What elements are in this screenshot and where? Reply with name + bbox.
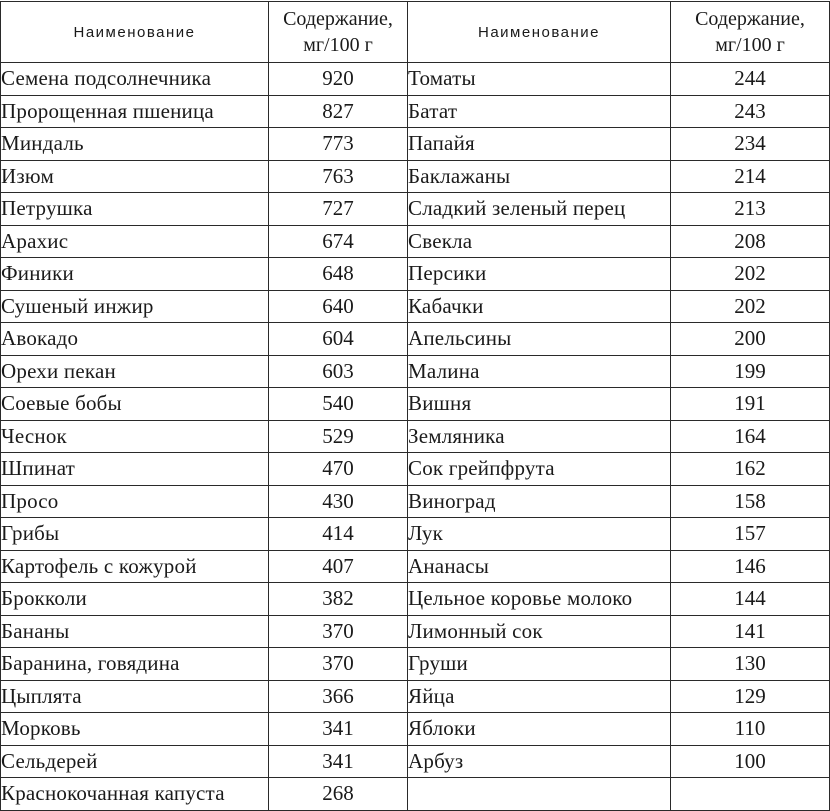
left-name-cell: Семена подсолнечника <box>1 63 269 96</box>
right-value-cell: 199 <box>671 355 830 388</box>
left-value-cell: 407 <box>269 550 408 583</box>
right-name-cell: Сладкий зеленый перец <box>408 193 671 226</box>
left-value-cell: 470 <box>269 453 408 486</box>
right-name-cell: Апельсины <box>408 323 671 356</box>
left-value-cell: 674 <box>269 225 408 258</box>
right-value-cell: 146 <box>671 550 830 583</box>
right-name-cell: Лук <box>408 518 671 551</box>
left-value-cell: 370 <box>269 615 408 648</box>
right-name-cell: Малина <box>408 355 671 388</box>
right-name-cell: Папайя <box>408 128 671 161</box>
left-value-cell: 382 <box>269 583 408 616</box>
right-value-cell: 202 <box>671 258 830 291</box>
right-value-cell: 129 <box>671 680 830 713</box>
left-value-cell: 640 <box>269 290 408 323</box>
right-name-cell: Ананасы <box>408 550 671 583</box>
left-value-cell: 763 <box>269 160 408 193</box>
right-name-cell: Лимонный сок <box>408 615 671 648</box>
left-value-cell: 920 <box>269 63 408 96</box>
right-name-cell: Томаты <box>408 63 671 96</box>
table-row <box>1 225 830 258</box>
left-name-cell: Чеснок <box>1 420 269 453</box>
left-name-cell: Сельдерей <box>1 745 269 778</box>
left-name-cell: Орехи пекан <box>1 355 269 388</box>
table-row <box>1 193 830 226</box>
right-value-cell: 162 <box>671 453 830 486</box>
table-row <box>1 258 830 291</box>
header-name-right-text: Наименование <box>478 23 600 41</box>
right-name-cell <box>408 778 671 811</box>
table-row <box>1 745 830 778</box>
table-row <box>1 160 830 193</box>
right-value-cell: 144 <box>671 583 830 616</box>
table-row <box>1 95 830 128</box>
left-value-cell: 366 <box>269 680 408 713</box>
table-row <box>1 615 830 648</box>
header-content-right <box>671 2 830 63</box>
table-row <box>1 583 830 616</box>
left-name-cell: Арахис <box>1 225 269 258</box>
header-content-left-line2: мг/100 г <box>303 34 373 56</box>
left-value-cell: 827 <box>269 95 408 128</box>
right-value-cell: 234 <box>671 128 830 161</box>
left-value-cell: 529 <box>269 420 408 453</box>
right-name-cell: Вишня <box>408 388 671 421</box>
header-name-right <box>408 2 671 63</box>
left-name-cell: Цыплята <box>1 680 269 713</box>
right-name-cell: Виноград <box>408 485 671 518</box>
header-content-right-line2: мг/100 г <box>715 34 785 56</box>
right-name-cell: Земляника <box>408 420 671 453</box>
table-row <box>1 388 830 421</box>
header-row <box>1 2 830 63</box>
left-name-cell: Шпинат <box>1 453 269 486</box>
left-name-cell: Грибы <box>1 518 269 551</box>
right-name-cell: Баклажаны <box>408 160 671 193</box>
right-value-cell: 164 <box>671 420 830 453</box>
left-name-cell: Морковь <box>1 713 269 746</box>
left-name-cell: Пророщенная пшеница <box>1 95 269 128</box>
header-name-left <box>1 2 269 63</box>
left-value-cell: 341 <box>269 713 408 746</box>
table-row <box>1 713 830 746</box>
right-value-cell: 208 <box>671 225 830 258</box>
potassium-content-table <box>0 1 830 811</box>
left-name-cell: Бананы <box>1 615 269 648</box>
right-name-cell: Арбуз <box>408 745 671 778</box>
right-value-cell: 110 <box>671 713 830 746</box>
left-value-cell: 540 <box>269 388 408 421</box>
right-value-cell: 191 <box>671 388 830 421</box>
table-row <box>1 778 830 811</box>
table-row <box>1 290 830 323</box>
table-row <box>1 63 830 96</box>
right-value-cell: 157 <box>671 518 830 551</box>
left-name-cell: Петрушка <box>1 193 269 226</box>
left-name-cell: Баранина, говядина <box>1 648 269 681</box>
right-name-cell: Персики <box>408 258 671 291</box>
left-value-cell: 414 <box>269 518 408 551</box>
left-value-cell: 648 <box>269 258 408 291</box>
right-value-cell: 243 <box>671 95 830 128</box>
table-row <box>1 485 830 518</box>
left-value-cell: 727 <box>269 193 408 226</box>
right-value-cell: 141 <box>671 615 830 648</box>
left-name-cell: Финики <box>1 258 269 291</box>
table-row <box>1 648 830 681</box>
header-name-left-text: Наименование <box>73 23 196 41</box>
table-row <box>1 128 830 161</box>
right-value-cell: 202 <box>671 290 830 323</box>
right-name-cell: Яблоки <box>408 713 671 746</box>
right-value-cell: 213 <box>671 193 830 226</box>
right-value-cell: 100 <box>671 745 830 778</box>
left-value-cell: 341 <box>269 745 408 778</box>
right-value-cell: 214 <box>671 160 830 193</box>
right-name-cell: Груши <box>408 648 671 681</box>
header-content-left-line1: Содержание, <box>283 8 393 30</box>
right-name-cell: Цельное коровье молоко <box>408 583 671 616</box>
right-value-cell: 158 <box>671 485 830 518</box>
table-header <box>1 2 830 63</box>
left-name-cell: Краснокочанная капуста <box>1 778 269 811</box>
right-name-cell: Яйца <box>408 680 671 713</box>
left-value-cell: 430 <box>269 485 408 518</box>
table-row <box>1 680 830 713</box>
left-name-cell: Сушеный инжир <box>1 290 269 323</box>
left-name-cell: Миндаль <box>1 128 269 161</box>
left-value-cell: 773 <box>269 128 408 161</box>
left-name-cell: Авокадо <box>1 323 269 356</box>
table-row <box>1 323 830 356</box>
right-value-cell: 244 <box>671 63 830 96</box>
header-content-right-line1: Содержание, <box>695 8 805 30</box>
right-value-cell <box>671 778 830 811</box>
table-body <box>1 63 830 811</box>
right-value-cell: 130 <box>671 648 830 681</box>
table-row <box>1 453 830 486</box>
left-name-cell: Картофель с кожурой <box>1 550 269 583</box>
left-name-cell: Брокколи <box>1 583 269 616</box>
left-value-cell: 370 <box>269 648 408 681</box>
right-value-cell: 200 <box>671 323 830 356</box>
left-value-cell: 603 <box>269 355 408 388</box>
table-row <box>1 518 830 551</box>
right-name-cell: Свекла <box>408 225 671 258</box>
left-value-cell: 268 <box>269 778 408 811</box>
left-name-cell: Соевые бобы <box>1 388 269 421</box>
left-name-cell: Изюм <box>1 160 269 193</box>
right-name-cell: Кабачки <box>408 290 671 323</box>
right-name-cell: Сок грейпфрута <box>408 453 671 486</box>
right-name-cell: Батат <box>408 95 671 128</box>
left-value-cell: 604 <box>269 323 408 356</box>
header-content-left <box>269 2 408 63</box>
left-name-cell: Просо <box>1 485 269 518</box>
table-row <box>1 550 830 583</box>
table-row <box>1 420 830 453</box>
table-row <box>1 355 830 388</box>
